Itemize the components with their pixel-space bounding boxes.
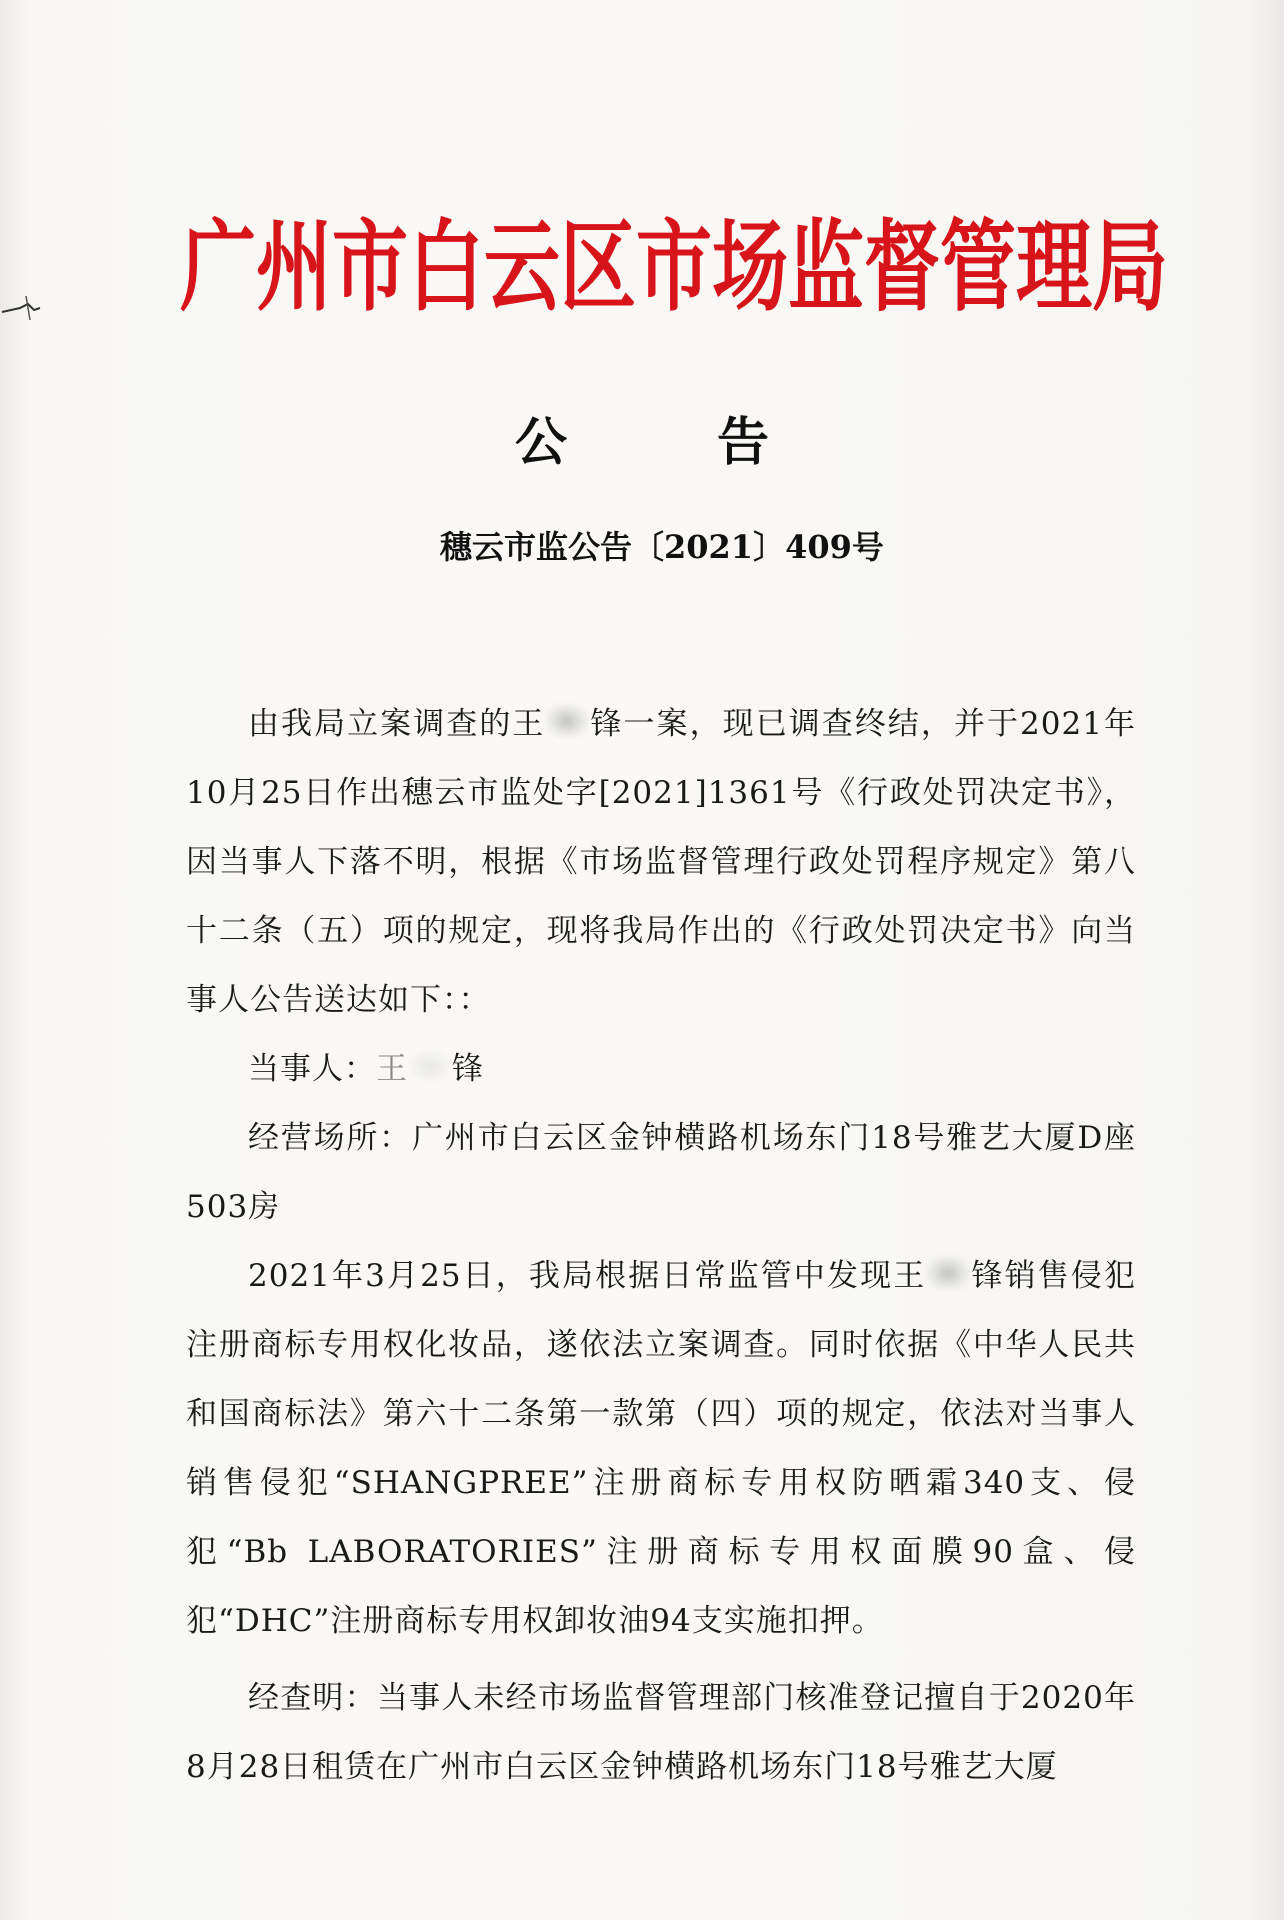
title-char-1: 公 [515, 413, 568, 473]
party-given-name: 王 [376, 1051, 408, 1087]
document-number: 穗云市监公告〔2021〕409号 [440, 528, 884, 566]
agency-letterhead: 广州市白云区市场监督管理局 [180, 208, 1168, 325]
notice-body [186, 690, 1136, 1802]
redacted-name [926, 1256, 970, 1290]
redacted-name [408, 1049, 452, 1083]
paragraph-case-summary: 由我局立案调查的王 锋一案，现已调查终结，并于2021年10月25日作出穗云市监处字[2021]1361号《行政处罚决定书》，因当事人下落不明，根据《市场监督管理行政处罚程序规定》第八十二条（五）项的规定，现将我局作出的《行政处罚决定书》向当事人公告送达如下：： [186, 706, 1136, 1018]
paragraph-findings: 经查明：当事人未经市场监督管理部门核准登记擅自于2020年8月28日租赁在广州市白云区金钟横路机场东门18号雅艺大厦 [186, 1680, 1136, 1785]
paragraph-investigation: 2021年3月25日，我局根据日常监管中发现王 锋销售侵犯注册商标专用权化妆品，遂依法立案调查。同时依据《中华人民共和国商标法》第六十二条第一款第（四）项的规定，依法对当事人销售侵犯“SHANGPREE”注册商标专用权防晒霜340支、侵犯“Bb LABORATORIES”注册商标专用权面膜90盒、侵犯“DHC”注册商标专用权卸妆油94支实施扣押。 [186, 1258, 1137, 1639]
party-name-end: 锋 [452, 1051, 484, 1087]
title-char-2: 告 [717, 413, 770, 473]
staple-mark [0, 290, 48, 330]
paragraph-premises: 经营场所：广州市白云区金钟横路机场东门18号雅艺大厦D座503房 [186, 1120, 1136, 1225]
paragraph-party: 当事人：王 锋 [248, 1051, 484, 1087]
notice-title [515, 400, 769, 475]
redacted-name [545, 704, 589, 738]
